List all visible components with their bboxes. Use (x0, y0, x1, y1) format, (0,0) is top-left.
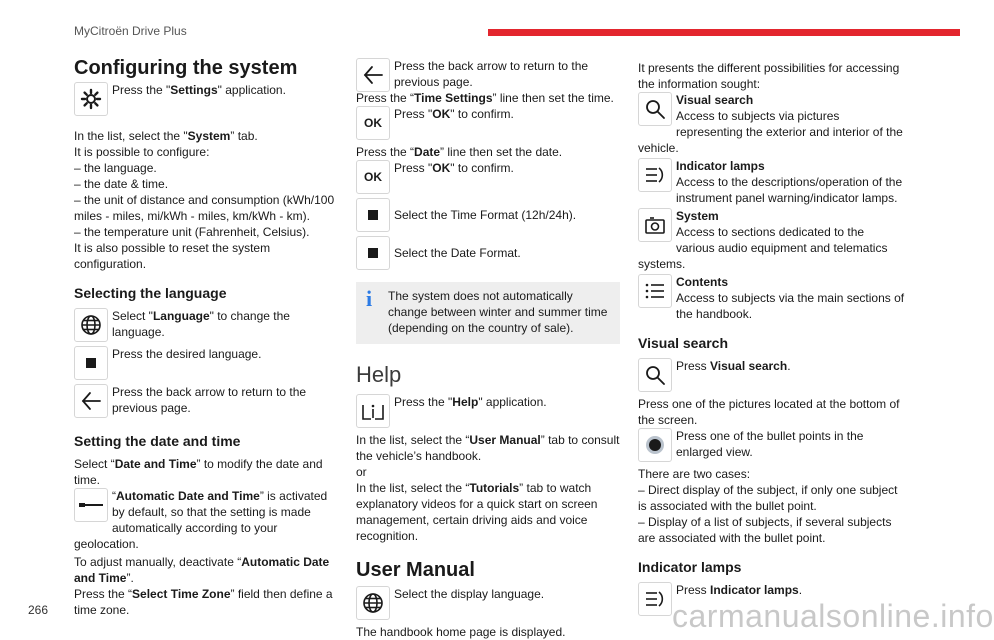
info-note: i The system does not automatically change between winter and summer time (depending on the country of sale). (356, 282, 620, 344)
square-icon (356, 236, 390, 270)
page-number: 266 (28, 603, 49, 617)
header-title: MyCitroën Drive Plus (74, 24, 187, 38)
indicator-lamp-icon (638, 582, 672, 616)
press-pictures-text: Press one of the pictures located at the bottom of the screen. (638, 397, 900, 427)
case-item: – Direct display of the subject, if only one subject is associated with the bullet point. (638, 483, 898, 513)
heading-selecting-language: Selecting the language (74, 285, 227, 301)
time-format-step: Select the Time Format (12h/24h). (356, 198, 620, 234)
system-option: System Access to sections dedicated to the various audio equipment and telematics systems. (638, 209, 888, 271)
column-handbook (638, 60, 906, 620)
language-back-step: Press the back arrow to return to the previous page. (74, 384, 336, 420)
config-item: – the unit of distance and consumption (kWh/100 miles - miles, mi/kWh - miles, km/kWh - km). (74, 193, 335, 223)
visual-search-press-step: Press Visual search. (638, 358, 906, 394)
visual-search-option: Visual search Access to subjects via pictures representing the exterior and interior of the vehicle. (638, 93, 903, 155)
language-press-step: Press the desired language. (74, 346, 336, 382)
square-icon (356, 198, 390, 232)
user-manual-tab-text: In the list, select the “User Manual” tab to consult the vehicle’s handbook. (356, 433, 620, 463)
header-accent-bar (488, 29, 960, 36)
heading-date-time: Setting the date and time (74, 433, 241, 449)
config-item: – the date & time. (74, 177, 169, 191)
contents-option: Contents Access to subjects via the main sections of the handbook. (638, 274, 906, 322)
gear-icon (74, 82, 108, 116)
help-step: Press the "Help" application. (356, 394, 620, 430)
back-step: Press the back arrow to return to the previous page. (356, 58, 620, 94)
info-icon: i (366, 286, 373, 311)
possible-text: It is possible to configure: (74, 145, 210, 159)
column-date-help (356, 58, 620, 640)
config-item: – the language. (74, 161, 157, 175)
magnifier-icon (638, 358, 672, 392)
heading-user-manual: User Manual (356, 559, 475, 581)
settings-step: Press the "Settings" application. (74, 82, 336, 118)
ok-step-2: OK Press "OK" to confirm. (356, 160, 620, 196)
column-configuring (74, 56, 336, 618)
list-icon (638, 274, 672, 308)
or-text: or (356, 465, 367, 479)
manual-adjust-text: To adjust manually, deactivate “Automatic Date and Time”. (74, 555, 330, 585)
bullet-point-icon (638, 428, 672, 462)
tutorials-tab-text: In the list, select the “Tutorials” tab to watch explanatory videos for a quick start on screen management, certain driving aids and voice recognition. (356, 481, 598, 543)
watermark: carmanualsonline.info (672, 598, 994, 634)
config-item: – the temperature unit (Fahrenheit, Celsius). (74, 225, 310, 239)
date-format-step: Select the Date Format. (356, 236, 620, 272)
date-select-text: Select “Date and Time” to modify the date and time. (74, 457, 323, 487)
indicator-lamps-press-step: Press Indicator lamps. (638, 582, 906, 618)
case-item: – Display of a list of subjects, if several subjects are associated with the bullet point. (638, 515, 892, 545)
bullet-point-step: Press one of the bullet points in the enlarged view. (638, 428, 906, 464)
toggle-icon (74, 488, 108, 522)
intro-text: It presents the different possibilities for accessing the information sought: (638, 61, 900, 91)
globe-icon (356, 586, 390, 620)
home-page-text: The handbook home page is displayed. (356, 625, 566, 639)
heading-help: Help (356, 362, 402, 387)
magnifier-icon (638, 92, 672, 126)
back-arrow-icon (74, 384, 108, 418)
back-arrow-icon (356, 58, 390, 92)
auto-date-step: “Automatic Date and Time” is activated by default, so that the setting is made automatically according to your geolocation. (74, 489, 328, 551)
time-settings-text: Press the “Time Settings” line then set the time. (356, 91, 614, 105)
reset-text: It is also possible to reset the system configuration. (74, 241, 271, 271)
square-icon (74, 346, 108, 380)
display-language-step: Select the display language. (356, 586, 620, 622)
globe-icon (74, 308, 108, 342)
language-step: Select "Language" to change the language. (74, 308, 336, 344)
heading-visual-search: Visual search (638, 335, 729, 351)
date-line-text: Press the “Date” line then set the date. (356, 145, 563, 159)
ok-step-1: OK Press "OK" to confirm. (356, 106, 620, 142)
cases-text: There are two cases: (638, 467, 751, 481)
ok-icon: OK (356, 106, 390, 140)
section-title-configuring: Configuring the system (74, 57, 298, 79)
time-zone-text: Press the “Select Time Zone” field then define a time zone. (74, 587, 333, 617)
indicator-lamps-option: Indicator lamps Access to the descriptions/operation of the instrument panel warning/indicator lamps. (638, 158, 906, 206)
system-tab-text: In the list, select the "System” tab. (74, 129, 258, 143)
heading-indicator-lamps: Indicator lamps (638, 559, 742, 575)
settings-app-name: Settings (170, 83, 218, 97)
ok-icon: OK (356, 160, 390, 194)
indicator-lamp-icon (638, 158, 672, 192)
camera-icon (638, 208, 672, 242)
book-info-icon (356, 394, 390, 428)
